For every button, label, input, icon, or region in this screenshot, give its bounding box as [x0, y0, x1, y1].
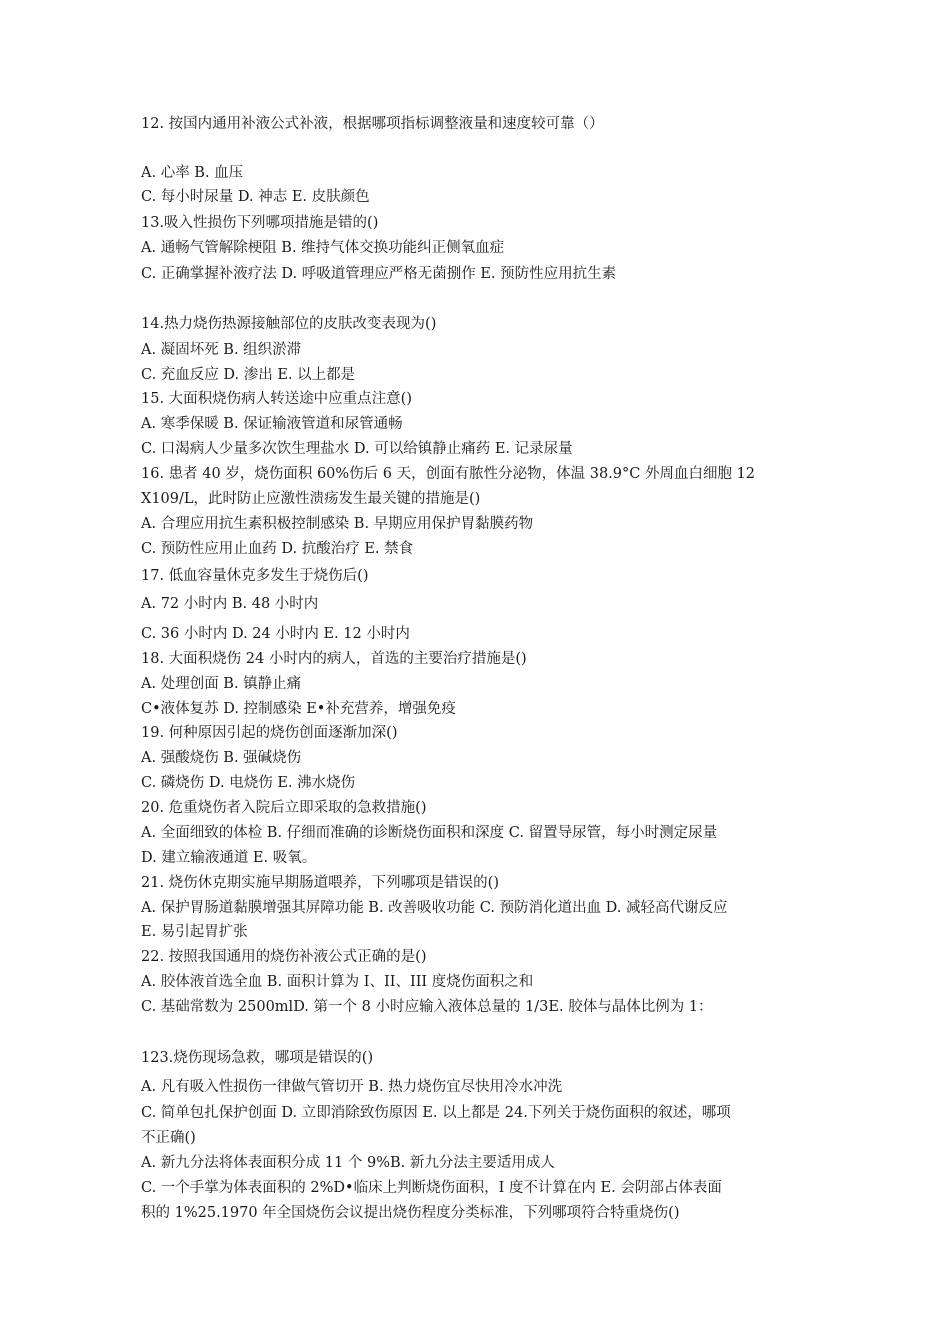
question-23-options-cde: C. 简单包扎保护创面 D. 立即消除致伤原因 E. 以上都是 24.下列关于烧伤面积的叙述，哪项 — [141, 1105, 731, 1121]
question-15-options-ab: A. 寒季保暖 B. 保证输液管道和尿管通畅 — [141, 416, 403, 432]
question-21-stem: 21. 烧伤休克期实施早期肠道喂养，下列哪项是错误的() — [141, 875, 499, 891]
question-15-options-cde: C. 口渴病人少量多次饮生理盐水 D. 可以给镇静止痛药 E. 记录尿量 — [141, 441, 573, 457]
question-17-stem: 17. 低血容量休克多发生于烧伤后() — [141, 568, 369, 584]
question-13-stem: 13.吸入性损伤下列哪项措施是错的() — [141, 215, 379, 231]
question-14-options-cde: C. 充血反应 D. 渗出 E. 以上都是 — [141, 367, 356, 383]
question-22-options-ab: A. 胶体液首选全血 B. 面积计算为 I、II、III 度烧伤面积之和 — [141, 974, 534, 990]
question-24-options-cde: C. 一个手掌为体表面积的 2%D•临床上判断烧伤面积，I 度不计算在内 E. 会阴部占体表面 — [141, 1180, 722, 1196]
question-14-stem: 14.热力烧伤热源接触部位的皮肤改变表现为() — [141, 316, 437, 332]
question-18-options-cde: C•液体复苏 D. 控制感染 E•补充营养，增强免疫 — [141, 701, 456, 717]
question-19-options-ab: A. 强酸烧伤 B. 强碱烧伤 — [141, 750, 302, 766]
question-20-options-de: D. 建立输液通道 E. 吸氧。 — [141, 850, 317, 866]
question-24-stem-cont: 不正确() — [141, 1130, 196, 1146]
question-24-options-ab: A. 新九分法将体表面积分成 11 个 9%B. 新九分法主要适用成人 — [141, 1155, 555, 1171]
question-12-stem: 12. 按国内通用补液公式补液，根据哪项指标调整液量和速度较可靠（） — [141, 116, 604, 132]
question-12-options-ab: A. 心率 B. 血压 — [141, 165, 244, 181]
question-15-stem: 15. 大面积烧伤病人转送途中应重点注意() — [141, 391, 412, 407]
question-22-options-cde: C. 基础常数为 2500mlD. 第一个 8 小时应输入液体总量的 1/3E. 胶体与晶体比例为 1： — [141, 999, 713, 1015]
question-16-options-ab: A. 合理应用抗生素积极控制感染 B. 早期应用保护胃黏膜药物 — [141, 516, 534, 532]
question-23-options-ab: A. 凡有吸入性损伤一律做气管切开 B. 热力烧伤宜尽快用冷水冲洗 — [141, 1079, 563, 1095]
question-19-options-cde: C. 磷烧伤 D. 电烧伤 E. 沸水烧伤 — [141, 775, 356, 791]
question-16-options-cde: C. 预防性应用止血药 D. 抗酸治疗 E. 禁食 — [141, 541, 414, 557]
question-17-options-ab: A. 72 小时内 B. 48 小时内 — [141, 596, 319, 612]
question-20-options-abc: A. 全面细致的体检 B. 仔细而准确的诊断烧伤面积和深度 C. 留置导尿管，每小时测定尿量 — [141, 825, 718, 841]
question-12-options-cde: C. 每小时尿量 D. 神志 E. 皮肤颜色 — [141, 189, 370, 205]
question-16-stem: 16. 患者 40 岁，烧伤面积 60%伤后 6 天，创面有脓性分泌物，体温 38.9°C 外周血白细胞 12 — [141, 466, 756, 482]
question-25-stem: 积的 1%25.1970 年全国烧伤会议提出烧伤程度分类标准，下列哪项符合特重烧伤() — [141, 1205, 680, 1221]
question-18-options-ab: A. 处理创面 B. 镇静止痛 — [141, 676, 302, 692]
question-17-options-cde: C. 36 小时内 D. 24 小时内 E. 12 小时内 — [141, 626, 410, 642]
question-22-stem: 22. 按照我国通用的烧伤补液公式正确的是() — [141, 949, 427, 965]
question-21-option-e: E. 易引起胃扩张 — [141, 924, 248, 940]
question-23-stem: 123.烧伤现场急救，哪项是错误的() — [141, 1050, 374, 1066]
question-19-stem: 19. 何种原因引起的烧伤创面逐渐加深() — [141, 725, 398, 741]
question-20-stem: 20. 危重烧伤者入院后立即采取的急救措施() — [141, 800, 427, 816]
question-18-stem: 18. 大面积烧伤 24 小时内的病人，首选的主要治疗措施是() — [141, 651, 527, 667]
question-21-options-abcd: A. 保护胃肠道黏膜增强其屏障功能 B. 改善吸收功能 C. 预防消化道出血 D. 减轻高代谢反应 — [141, 900, 728, 916]
question-16-stem-cont: X109/L，此时防止应激性溃疡发生最关键的措施是() — [141, 491, 481, 507]
question-14-options-ab: A. 凝固坏死 B. 组织淤滞 — [141, 342, 302, 358]
question-13-options-cde: C. 正确掌握补液疗法 D. 呼吸道管理应严格无菌捌作 E. 预防性应用抗生素 — [141, 266, 617, 282]
question-13-options-ab: A. 通畅气管解除梗阻 B. 维持气体交换功能纠正侧氧血症 — [141, 240, 505, 256]
